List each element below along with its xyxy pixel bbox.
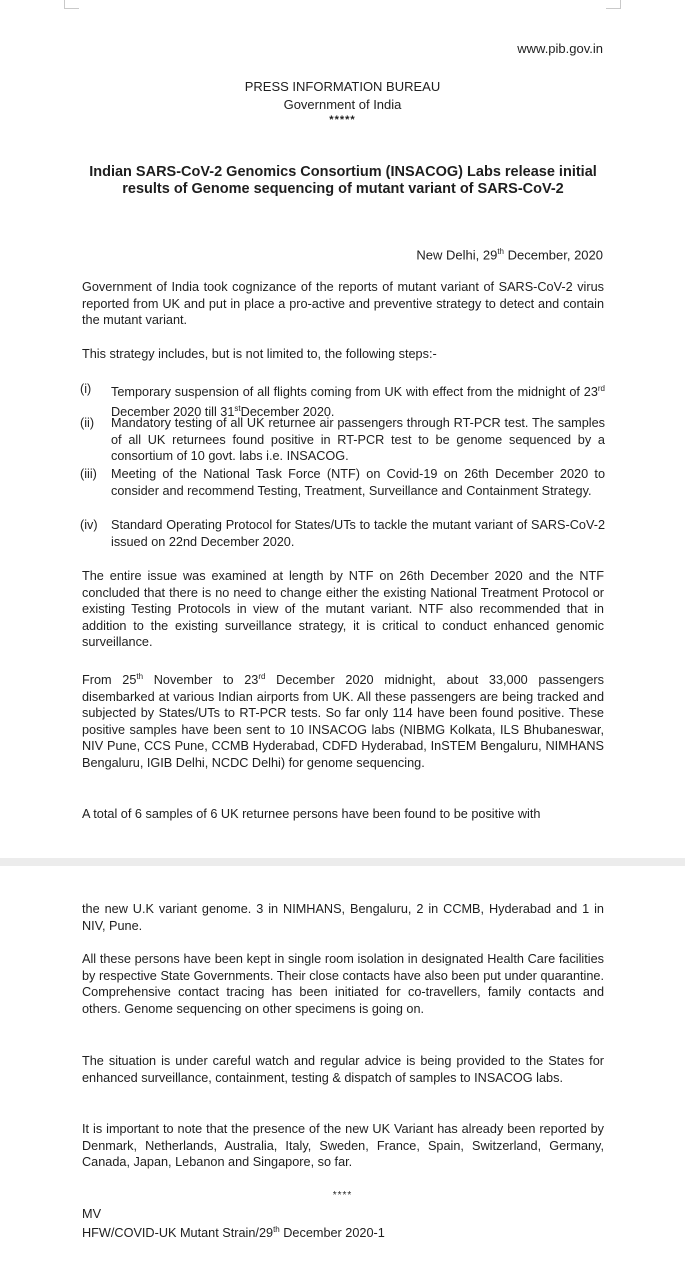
header-stars: ***** <box>329 114 356 126</box>
list-number: (iii) <box>80 467 97 481</box>
paragraph-strategy-lead: This strategy includes, but is not limited to, the following steps:- <box>82 347 437 361</box>
dateline: New Delhi, 29th December, 2020 <box>416 247 603 263</box>
paragraph-ntf: The entire issue was examined at length by NTF on 26th December 2020 and the NTF concluded that there is no need to change either the existing National Treatment Protocol or existing Testing Protocols in view of the mutant variant. NTF also recommended that in addition to the existing surveillance strategy, it is critical to conduct enhanced genomic surveillance. <box>82 569 604 649</box>
paragraph-countries: It is important to note that the presence of the new UK Variant has already been reported by Denmark, Netherlands, Australia, Italy, Sweden, France, Spain, Switzerland, Germany, Canada, Japan, Lebanon and Singapore, so far. <box>82 1122 604 1169</box>
paragraph-intro: Government of India took cognizance of the reports of mutant variant of SARS-CoV-2 virus reported from UK and put in place a pro-active and preventive strategy to detect and contain the mutant variant. <box>82 280 604 327</box>
press-release-title: Indian SARS-CoV-2 Genomics Consortium (INSACOG) Labs release initial results of Genome sequencing of mutant variant of SARS-CoV-2 <box>89 164 597 197</box>
footer-initials: MV <box>82 1207 102 1221</box>
list-number: (ii) <box>80 416 95 430</box>
government-name: Government of India <box>283 97 402 112</box>
bureau-name: PRESS INFORMATION BUREAU <box>244 79 441 94</box>
list-number: (iv) <box>80 518 98 532</box>
list-text: Temporary suspension of all flights coming from UK with effect from the midnight of 23rd December 2020 till 31stDecember 2020. <box>111 384 605 419</box>
paragraph-samples-end: the new U.K variant genome. 3 in NIMHANS, Bengaluru, 2 in CCMB, Hyderabad and 1 in NIV, Pune. <box>82 902 604 933</box>
crop-mark-left <box>64 0 79 9</box>
footer-stars: **** <box>332 1190 353 1201</box>
paragraph-samples-start: A total of 6 samples of 6 UK returnee persons have been found to be positive with <box>82 807 541 821</box>
paragraph-isolation: All these persons have been kept in single room isolation in designated Health Care facilities by respective State Governments. Their close contacts have also been put under quarantine. Comprehensive contact tracing has been initiated for co-travellers, family contacts and others. Genome sequencing on other specimens is going on. <box>82 952 604 1016</box>
footer-reference: HFW/COVID-UK Mutant Strain/29th December 2020-1 <box>82 1225 385 1241</box>
list-number: (i) <box>80 382 92 396</box>
list-text: Standard Operating Protocol for States/UTs to tackle the mutant variant of SARS-CoV-2 issued on 22nd December 2020. <box>111 518 605 549</box>
crop-mark-right <box>606 0 621 9</box>
website-url: www.pib.gov.in <box>517 41 603 56</box>
paragraph-passengers: From 25th November to 23rd December 2020 midnight, about 33,000 passengers disembarked at various Indian airports from UK. All these passengers are being tracked and subjected by States/UTs to RT-PCR tests. So far only 114 have been found positive. These positive samples have been sent to 10 INSACOG labs (NIBMG Kolkata, ILS Bhubaneswar, NIV Pune, CCS Pune, CCMB Hyderabad, CDFD Hyderabad, InSTEM Bengaluru, NIMHANS Bengaluru, IGIB Delhi, NCDC Delhi) for genome sequencing. <box>82 672 604 770</box>
list-text: Mandatory testing of all UK returnee air passengers through RT-PCR test. The samples of all UK returnees found positive in RT-PCR test to be genome sequenced by a consortium of 10 govt. labs i.e. INSACOG. <box>111 416 605 463</box>
paragraph-surveillance: The situation is under careful watch and regular advice is being provided to the States for enhanced surveillance, containment, testing & dispatch of samples to INSACOG labs. <box>82 1054 604 1085</box>
list-text: Meeting of the National Task Force (NTF) on Covid-19 on 26th December 2020 to consider and recommend Testing, Treatment, Surveillance and Containment Strategy. <box>111 467 605 498</box>
page-gap <box>0 858 685 866</box>
